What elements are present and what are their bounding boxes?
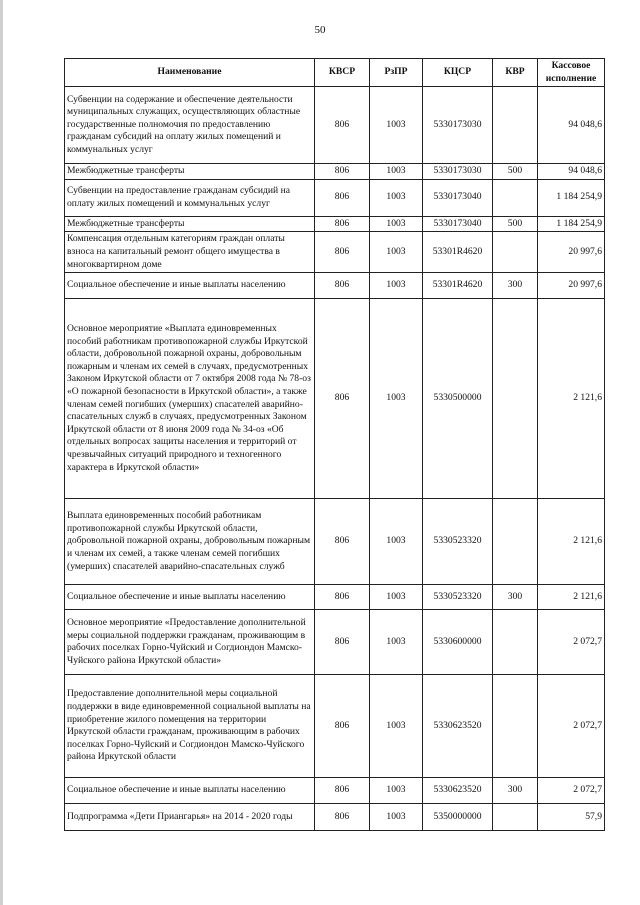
row-name: Компенсация отдельным категориям граждан оплаты взноса на капитальный ремонт общего имущества в многоквартирном доме: [65, 232, 315, 273]
row-kvr: [493, 179, 538, 216]
row-rzpr: 1003: [370, 216, 423, 232]
row-kcsr: 5330600000: [423, 610, 493, 675]
row-rzpr: 1003: [370, 299, 423, 499]
row-kcsr: 53301R4620: [423, 273, 493, 299]
row-rzpr: 1003: [370, 499, 423, 585]
header-name: Наименование: [65, 59, 315, 87]
row-name: Выплата единовременных пособий работникам противопожарной службы Иркутской области, добровольной пожарной охраны, добровольным пожарным и членам их семей, а также членам семей погибших (умерших) спасателей аварийно-спасательных служб: [65, 499, 315, 585]
table-row: [65, 179, 605, 216]
row-name: Межбюджетные трансферты: [65, 216, 315, 232]
row-amount: 57,9: [538, 804, 605, 831]
row-amount: 2 121,6: [538, 299, 605, 499]
row-amount: 2 072,7: [538, 610, 605, 675]
row-kvr: [493, 87, 538, 164]
row-kvr: [493, 804, 538, 831]
row-kvr: [493, 499, 538, 585]
row-kvr: 300: [493, 585, 538, 610]
budget-table: [64, 58, 605, 831]
row-kvsr: 806: [315, 179, 370, 216]
header-kcsr: КЦСР: [423, 59, 493, 87]
row-amount: 2 072,7: [538, 675, 605, 778]
row-amount: 94 048,6: [538, 87, 605, 164]
row-kcsr: 5330500000: [423, 299, 493, 499]
row-kvsr: 806: [315, 804, 370, 831]
row-amount: 94 048,6: [538, 164, 605, 180]
row-kvsr: 806: [315, 675, 370, 778]
row-rzpr: 1003: [370, 232, 423, 273]
row-rzpr: 1003: [370, 778, 423, 804]
row-rzpr: 1003: [370, 179, 423, 216]
row-kvsr: 806: [315, 232, 370, 273]
row-kcsr: 5330623520: [423, 675, 493, 778]
row-rzpr: 1003: [370, 675, 423, 778]
row-rzpr: 1003: [370, 585, 423, 610]
row-kcsr: 5330523320: [423, 585, 493, 610]
row-amount: 2 072,7: [538, 778, 605, 804]
table-row: [65, 804, 605, 831]
row-kcsr: 5330523320: [423, 499, 493, 585]
row-kvr: [493, 610, 538, 675]
row-kcsr: 5330173040: [423, 216, 493, 232]
row-name: Основное мероприятие «Предоставление дополнительной меры социальной поддержки гражданам, проживающим в рабочих поселках Горно-Чуйский и Согдиондон Мамско-Чуйского района Иркутской области»: [65, 610, 315, 675]
table-row: [65, 585, 605, 610]
row-name: Социальное обеспечение и иные выплаты населению: [65, 585, 315, 610]
row-rzpr: 1003: [370, 87, 423, 164]
table-row: [65, 273, 605, 299]
row-kvr: 500: [493, 164, 538, 180]
table-row: [65, 499, 605, 585]
row-name: Предоставление дополнительной меры социальной поддержки в виде единовременной социальной выплаты на приобретение жилого помещения на территории Иркутской области гражданам, проживающим в рабочих поселках Горно-Чуйский и Согдиондон Мамско-Чуйского района Иркутской области: [65, 675, 315, 778]
row-kvr: 500: [493, 216, 538, 232]
row-kvr: 300: [493, 273, 538, 299]
header-kvr: КВР: [493, 59, 538, 87]
row-amount: 2 121,6: [538, 585, 605, 610]
table-row: [65, 87, 605, 164]
table-row: [65, 299, 605, 499]
row-name: Подпрограмма «Дети Приангарья» на 2014 - 2020 годы: [65, 804, 315, 831]
header-kvsr: КВСР: [315, 59, 370, 87]
table-row: [65, 216, 605, 232]
row-kvsr: 806: [315, 299, 370, 499]
row-amount: 20 997,6: [538, 232, 605, 273]
row-kvsr: 806: [315, 610, 370, 675]
row-amount: 1 184 254,9: [538, 179, 605, 216]
row-kcsr: 5330173040: [423, 179, 493, 216]
table-row: [65, 164, 605, 180]
table-row: [65, 610, 605, 675]
table-row: [65, 232, 605, 273]
row-rzpr: 1003: [370, 610, 423, 675]
row-rzpr: 1003: [370, 804, 423, 831]
row-name: Основное мероприятие «Выплата единовременных пособий работникам противопожарной службы Иркутской области, добровольной пожарной охраны, добровольным пожарным и членам их семей в случаях, предусмотренных Законом Иркутской области от 7 октября 2008 года № 78-оз «О пожарной безопасности в Иркутской области», а также членам семей погибших (умерших) спасателей аварийно-спасательных служб в случаях, предусмотренных Законом Иркутской области от 8 июня 2009 года № 34-оз «Об отдельных вопросах защиты населения и территорий от чрезвычайных ситуаций природного и техногенного характера в Иркутской области»: [65, 299, 315, 499]
table-row: [65, 778, 605, 804]
row-rzpr: 1003: [370, 164, 423, 180]
table-row: [65, 675, 605, 778]
row-kvsr: 806: [315, 273, 370, 299]
row-kcsr: 5330173030: [423, 164, 493, 180]
row-kvsr: 806: [315, 87, 370, 164]
row-kcsr: 53301R4620: [423, 232, 493, 273]
row-name: Межбюджетные трансферты: [65, 164, 315, 180]
row-kvr: [493, 675, 538, 778]
row-name: Субвенции на содержание и обеспечение деятельности муниципальных служащих, осуществляющих областные государственные полномочия по предоставлению гражданам субсидий на оплату жилых помещений и коммунальных услуг: [65, 87, 315, 164]
row-kcsr: 5330623520: [423, 778, 493, 804]
row-kvsr: 806: [315, 164, 370, 180]
row-rzpr: 1003: [370, 273, 423, 299]
row-amount: 2 121,6: [538, 499, 605, 585]
row-kvr: [493, 232, 538, 273]
row-amount: 20 997,6: [538, 273, 605, 299]
row-name: Социальное обеспечение и иные выплаты населению: [65, 778, 315, 804]
row-kcsr: 5330173030: [423, 87, 493, 164]
row-kvr: [493, 299, 538, 499]
row-kvsr: 806: [315, 216, 370, 232]
header-rzpr: РзПР: [370, 59, 423, 87]
row-kvsr: 806: [315, 499, 370, 585]
row-kvsr: 806: [315, 778, 370, 804]
page-number: 50: [314, 24, 326, 36]
row-kvsr: 806: [315, 585, 370, 610]
header-execution: Кассовое исполнение: [538, 59, 605, 87]
row-kcsr: 5350000000: [423, 804, 493, 831]
row-kvr: 300: [493, 778, 538, 804]
row-amount: 1 184 254,9: [538, 216, 605, 232]
row-name: Социальное обеспечение и иные выплаты населению: [65, 273, 315, 299]
scan-edge: [0, 0, 3, 905]
row-name: Субвенции на предоставление гражданам субсидий на оплату жилых помещений и коммунальных услуг: [65, 179, 315, 216]
